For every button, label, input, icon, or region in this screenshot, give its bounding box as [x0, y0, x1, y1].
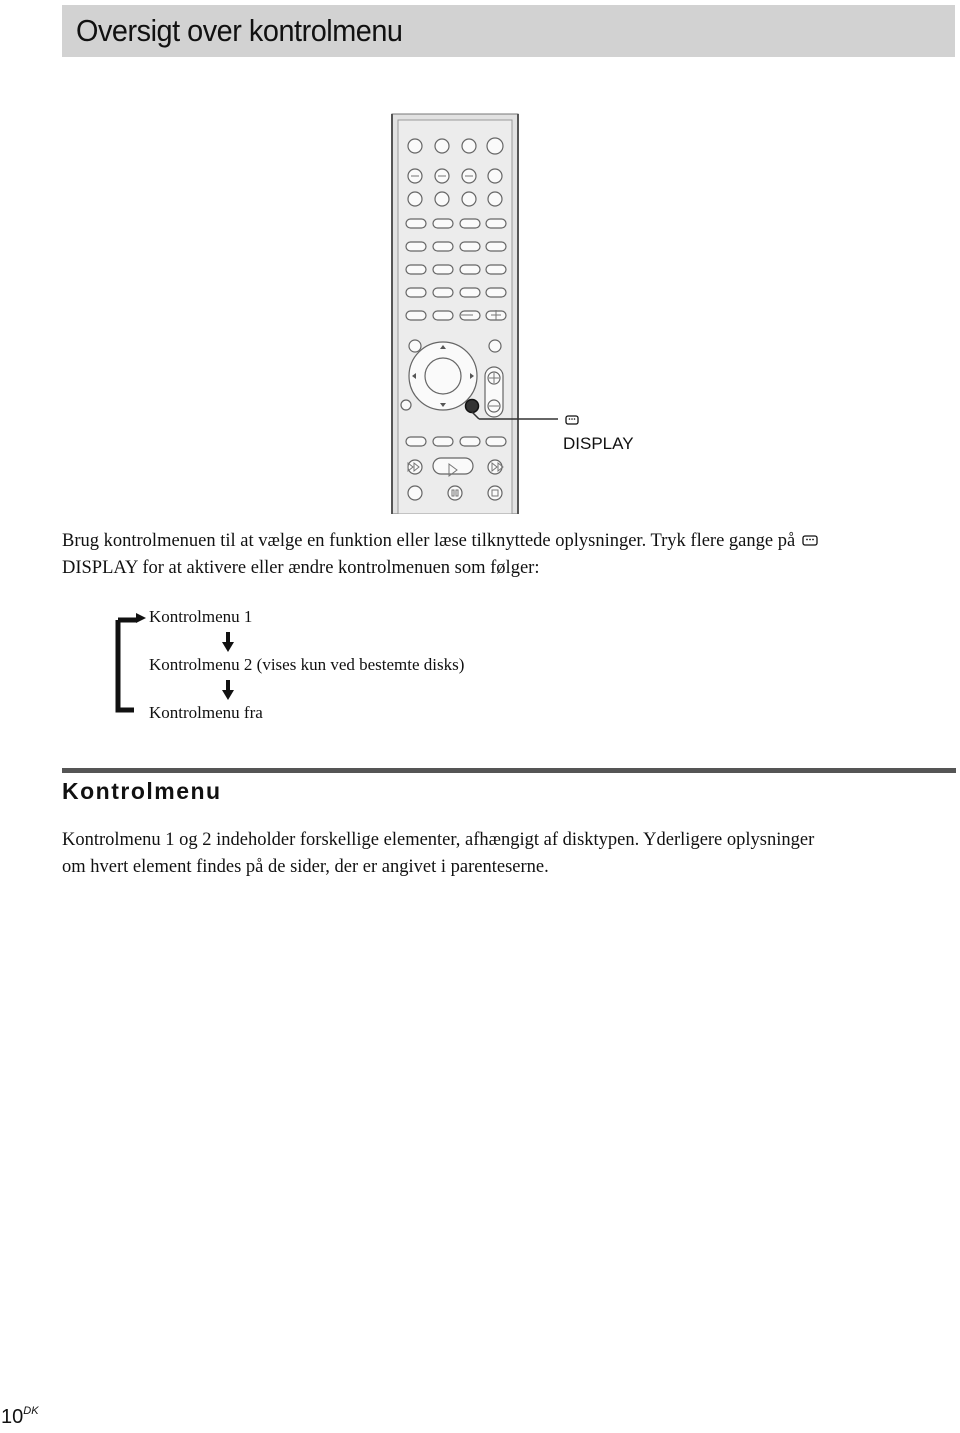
flow-item-kontrolmenu-fra: Kontrolmenu fra [149, 703, 263, 722]
section-heading: Kontrolmenu [62, 778, 222, 804]
flow-item-kontrolmenu-2: Kontrolmenu 2 (vises kun ved bestemte disks) [149, 655, 465, 674]
section-paragraph-line-1: Kontrolmenu 1 og 2 indeholder forskellige elementer, afhængigt af disktypen. Yderligere oplysninger [62, 830, 815, 850]
page-number [1, 1405, 39, 1429]
section-paragraph-line-2: om hvert element findes på de sider, der er angivet i parenteserne. [62, 857, 549, 877]
flow-item-kontrolmenu-1: Kontrolmenu 1 [149, 607, 253, 626]
intro-paragraph-line-2: DISPLAY for at aktivere eller ændre kontrolmenuen som følger: [62, 558, 540, 578]
intro-text: Brug kontrolmenuen til at vælge en funktion eller læse tilknyttede oplysninger. Tryk flere gange på [62, 531, 796, 551]
page-number-value: 10 [1, 1406, 24, 1428]
display-icon-inline [802, 535, 818, 547]
display-callout-label: DISPLAY [563, 434, 634, 453]
title-bar [62, 5, 955, 57]
page-title: Oversigt over kontrolmenu [76, 13, 403, 48]
remote-control-figure [388, 112, 648, 514]
display-icon [565, 415, 579, 426]
intro-paragraph-line-1 [62, 528, 820, 555]
page-number-suffix: DK [23, 1405, 39, 1417]
section-divider [62, 768, 956, 773]
